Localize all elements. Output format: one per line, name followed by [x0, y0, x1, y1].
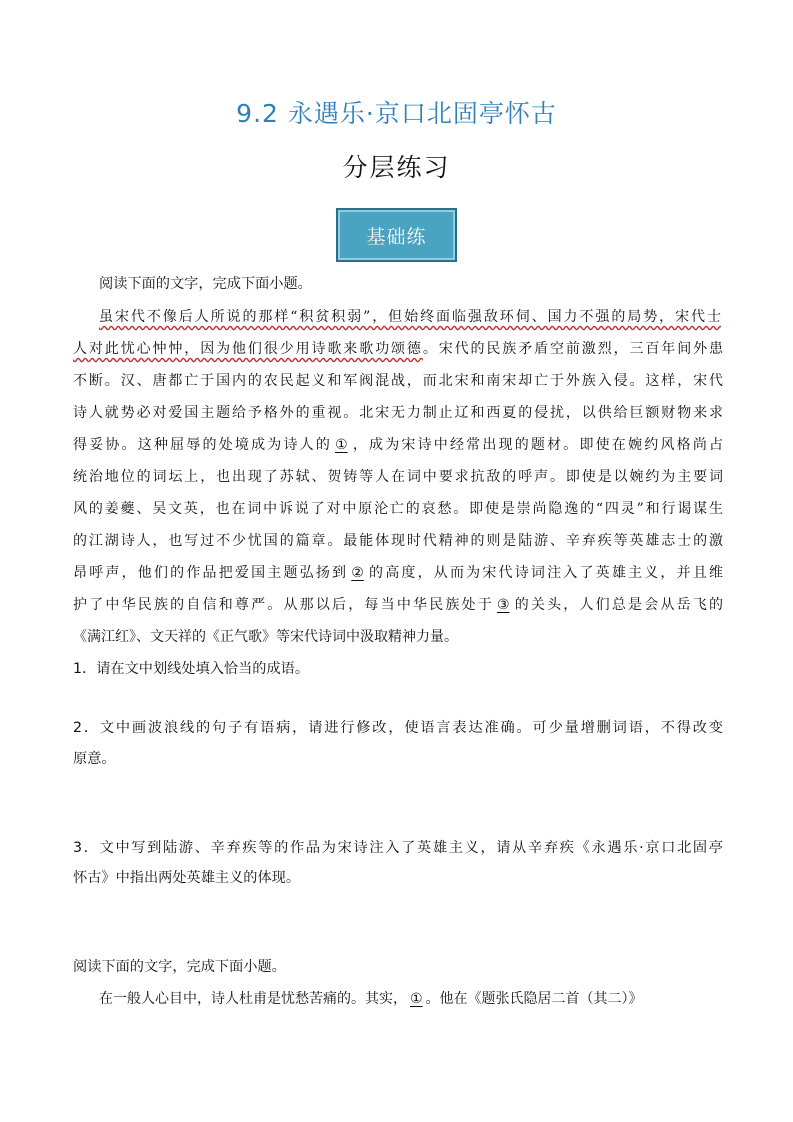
blank-1: ①: [410, 991, 423, 1007]
wavy-sentence-part-2: 人对此忧心忡忡，因为他们很少用诗歌来歌功颂德: [73, 341, 423, 357]
passage-line-5: [73, 434, 723, 454]
level-badge: 基础练: [336, 208, 457, 262]
question-3-line-1: 3．文中写到陆游、辛弃疾等的作品为宋诗注入了英雄主义，请从辛弃疾《永遇乐·京口北固亭: [73, 840, 723, 856]
passage-text: 在一般人心目中，诗人杜甫是忧愁苦痛的。其实，: [99, 991, 407, 1007]
passage-text: 护了中华民族的自信和尊严。从那以后，每当中华民族处于: [73, 597, 494, 613]
passage-line-4: 诗人就势必对爱国主题给予格外的重视。北宋无力制止辽和西夏的侵扰，以供给巨额财物来求: [73, 405, 723, 421]
passage-line-7: 风的姜夔、吴文英，也在词中诉说了对中原沦亡的哀愁。即使是崇尚隐逸的“四灵”和行谒谋生: [73, 501, 723, 517]
passage-line-9: [73, 562, 723, 582]
question-2-line-1: 2．文中画波浪线的句子有语病，请进行修改，使语言表达准确。可少量增删词语，不得改变: [73, 720, 723, 736]
passage-line-8: 的江湖诗人，也写过不少忧国的篇章。最能体现时代精神的则是陆游、辛弃疾等英雄志士的激: [73, 533, 723, 549]
blank-3: ③: [496, 597, 510, 613]
question-2-line-2: 原意。: [73, 751, 116, 767]
passage-line-10: [73, 594, 723, 614]
passage-line-11: 《满江红》、文天祥的《正气歌》等宋代诗词中汲取精神力量。: [73, 629, 458, 645]
passage-line-1: [99, 306, 721, 326]
wavy-sentence-part-1: 虽宋代不像后人所说的那样“积贫积弱”，但始终面临强敌环伺、国力不强的局势，宋代士: [99, 309, 721, 325]
passage-text: 得妥协。这种屈辱的处境成为诗人的: [73, 437, 333, 453]
passage-text: 的关头，人们总是会从岳飞的: [512, 597, 724, 613]
passage-line-3: 不断。汉、唐都亡于国内的农民起义和军阀混战，而北宋和南宋却亡于外族入侵。这样，宋代: [73, 373, 723, 389]
passage-text: ，成为宋诗中经常出现的题材。即使在婉约风格尚占: [350, 437, 724, 453]
passage-text: 昂呼声，他们的作品把爱国主题弘扬到: [73, 565, 349, 581]
question-1: 1．请在文中划线处填入恰当的成语。: [73, 661, 310, 677]
blank-2: ②: [351, 565, 364, 581]
passage-text: 。宋代的民族矛盾空前激烈，三百年间外患: [422, 341, 724, 357]
page-title: 9.2 永遇乐·京口北固亭怀古: [236, 99, 557, 128]
passage-2-line-1: [99, 988, 723, 1008]
passage-line-2: [73, 338, 723, 358]
blank-1: ①: [335, 437, 348, 453]
reading-instruction: 阅读下面的文字，完成下面小题。: [99, 276, 312, 292]
reading-instruction-2: 阅读下面的文字，完成下面小题。: [73, 959, 286, 975]
question-3-line-2: 怀古》中指出两处英雄主义的体现。: [73, 870, 301, 886]
passage-text: 。他在《题张氏隐居二首（其二）》: [425, 991, 643, 1007]
passage-line-6: 统治地位的词坛上，也出现了苏轼、贺铸等人在词中要求抗敌的呼声。即使是以婉约为主要词: [73, 469, 723, 485]
passage-text: 的高度，从而为宋代诗词注入了英雄主义，并且维: [366, 565, 724, 581]
page-subtitle: 分层练习: [342, 153, 451, 182]
